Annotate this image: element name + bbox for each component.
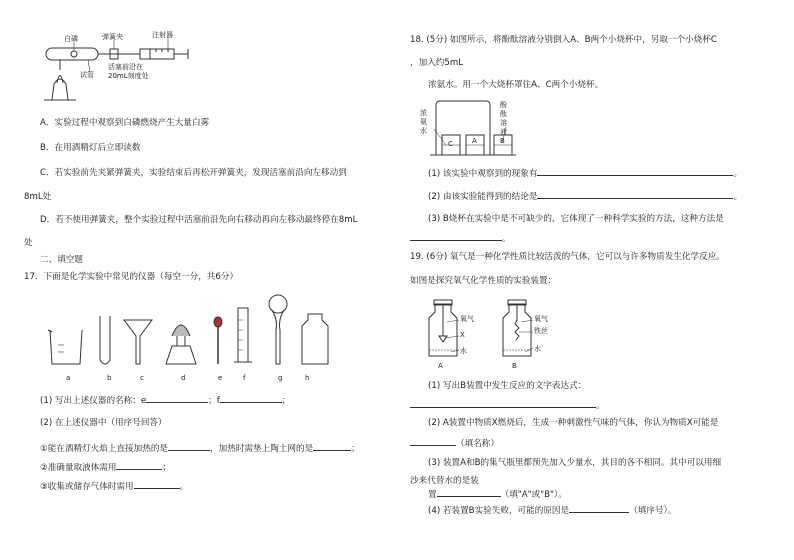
instrument-letter-b: b	[107, 374, 112, 382]
q19-part2: (2) A装置中物质X燃烧后，生成一种刺激性气味的气体，你认为物质X可能是	[428, 418, 719, 428]
question-19-line1: 19. (6分) 氧气是一种化学性质比较活泼的气体，它可以与许多物质发生化学反应。	[410, 252, 725, 262]
beaker-b-label: B	[500, 137, 505, 145]
blank-19-4[interactable]	[569, 504, 629, 513]
blank-f[interactable]	[220, 394, 282, 403]
test-tube-icon	[100, 316, 110, 364]
q19-part1: (1) 写出B装置中发生反应的文字表达式：	[428, 381, 587, 391]
phenol-char: 酞	[500, 110, 507, 118]
q18-part1: (1) 该实验中观察到的现象有 。	[428, 169, 743, 179]
ammonia-diffusion-figure	[428, 97, 538, 161]
option-d-line2: 处	[24, 238, 33, 248]
q17-part2-3: ③收集或储存气体时需用 。	[40, 482, 189, 492]
ammonia-char: 浓	[420, 109, 427, 117]
phenol-char: 酚	[500, 101, 507, 109]
beaker-a-label: A	[472, 137, 477, 145]
q18-part2: (2) 由该实验能得到的结论是 。	[428, 192, 743, 202]
dropper-icon	[214, 317, 222, 364]
blank-19-3[interactable]	[437, 488, 501, 497]
blank-direct-heat[interactable]	[168, 442, 210, 451]
q17-part2: (2) 在上述仪器中（用序号回答）	[40, 418, 167, 428]
blank-18-3[interactable]	[410, 232, 502, 241]
ammonia-char: 水	[420, 127, 427, 135]
question-19-line2: 如图是探究氧气化学性质的实验装置：	[410, 276, 557, 286]
water-label-b: 水	[534, 345, 541, 353]
gas-bottle-icon	[302, 314, 328, 364]
bottle-b-label: B	[512, 362, 517, 370]
blank-e[interactable]	[146, 394, 208, 403]
white-phosphorus-label: 白磷	[64, 35, 78, 43]
q19-part4: (4) 若装置B实验失败，可能的原因是 （填序号）。	[428, 506, 677, 516]
instrument-letter-a: a	[66, 374, 71, 382]
oxygen-bottles-figure	[425, 300, 575, 370]
q19-part2-blank: （填名称）	[410, 437, 499, 449]
bottle-a-label: A	[438, 362, 443, 370]
blank-gauze-heat[interactable]	[313, 442, 351, 451]
option-c-line2: 8mL处	[24, 192, 52, 202]
q19-part3-line1: (3) 装置A和B的集气瓶里都预先加入少量水，其目的各不相同。其中可以用细	[428, 458, 722, 468]
instrument-letter-h: h	[305, 374, 310, 382]
question-18-line2: ，加入约5mL	[410, 58, 464, 68]
blank-18-1[interactable]	[537, 167, 733, 176]
q18-part3: (3) B烧杯在实验中是不可缺少的，它体现了一种科学实验的方法，这种方法是	[428, 214, 724, 224]
phenol-char: 液	[500, 128, 507, 136]
beaker-c-label: C	[448, 140, 453, 148]
question-18-line3: 浓氨水。用一个大烧杯罩住A、C两个小烧杯。	[428, 80, 604, 90]
clamp-label: 弹簧夹	[102, 33, 123, 41]
q17-part2-1: ①能在酒精灯火焰上直接加热的是 ，加热时需垫上陶土网的是 ；	[40, 444, 360, 454]
option-a: A．实验过程中观察到白磷燃烧产生大量白雾	[40, 118, 210, 128]
beaker-icon	[48, 330, 82, 364]
oxygen-label-a: 氧气	[460, 315, 474, 323]
test-tube-label: 试管	[80, 71, 94, 79]
q19-part3-line3: 置 （填"A"或"B"）。	[428, 490, 567, 500]
instruments-figure	[40, 290, 340, 370]
q18-part3-blank: 。	[410, 232, 511, 244]
blank-19-1[interactable]	[410, 399, 596, 408]
piston-note-line1: 活塞前沿在	[108, 63, 143, 71]
blank-measure[interactable]	[116, 461, 162, 470]
funnel-icon	[124, 320, 152, 364]
blank-19-2[interactable]	[410, 437, 456, 446]
option-d-line1: D．若不使用弹簧夹，整个实验过程中活塞前沿先向右移动再向左移动最终停在8mL	[40, 215, 358, 225]
question-17-title: 17．下面是化学实验中常见的仪器（每空一分，共6分）	[24, 272, 239, 282]
syringe-label: 注射器	[152, 31, 173, 39]
water-label-a: 水	[460, 347, 467, 355]
iron-wire-label: 铁丝	[534, 327, 548, 335]
graduated-cylinder-icon	[234, 308, 252, 362]
q19-part3-line2: 沙来代替水的是装	[410, 476, 479, 486]
bulb-tube-icon	[269, 295, 287, 364]
blank-18-2[interactable]	[537, 190, 733, 199]
section-title: 二、填空题	[40, 255, 83, 265]
instrument-letter-g: g	[278, 374, 283, 382]
instrument-letter-f: f	[243, 374, 246, 382]
piston-note-line2: 20mL刻度处	[108, 72, 149, 80]
ammonia-char: 氨	[420, 118, 427, 126]
alcohol-lamp-icon	[166, 325, 196, 364]
instrument-letter-d: d	[181, 374, 186, 382]
instrument-letter-e: e	[218, 374, 223, 382]
instrument-letter-c: c	[140, 374, 144, 382]
question-18-line1: 18. (5分) 如图所示，将酚酞溶液分别倒入A、B两个小烧杯中，另取一个小烧杯C	[410, 35, 717, 45]
oxygen-label-b: 氧气	[534, 315, 548, 323]
blank-gas-collect[interactable]	[134, 480, 180, 489]
q17-part2-2: ②准确量取液体需用 ；	[40, 463, 172, 473]
phenol-char: 溶	[500, 119, 507, 127]
option-c-line1: C．若实验前先夹紧弹簧夹，实验结束后再松开弹簧夹，发现活塞前沿向左移动到	[40, 168, 347, 178]
x-label: X	[460, 331, 465, 339]
q17-part1: (1) 写出上述仪器的名称：e ；f ；	[40, 396, 291, 406]
q19-part1-blank: 。	[410, 399, 605, 411]
option-b: B．在用酒精灯后立即读数	[40, 143, 141, 153]
